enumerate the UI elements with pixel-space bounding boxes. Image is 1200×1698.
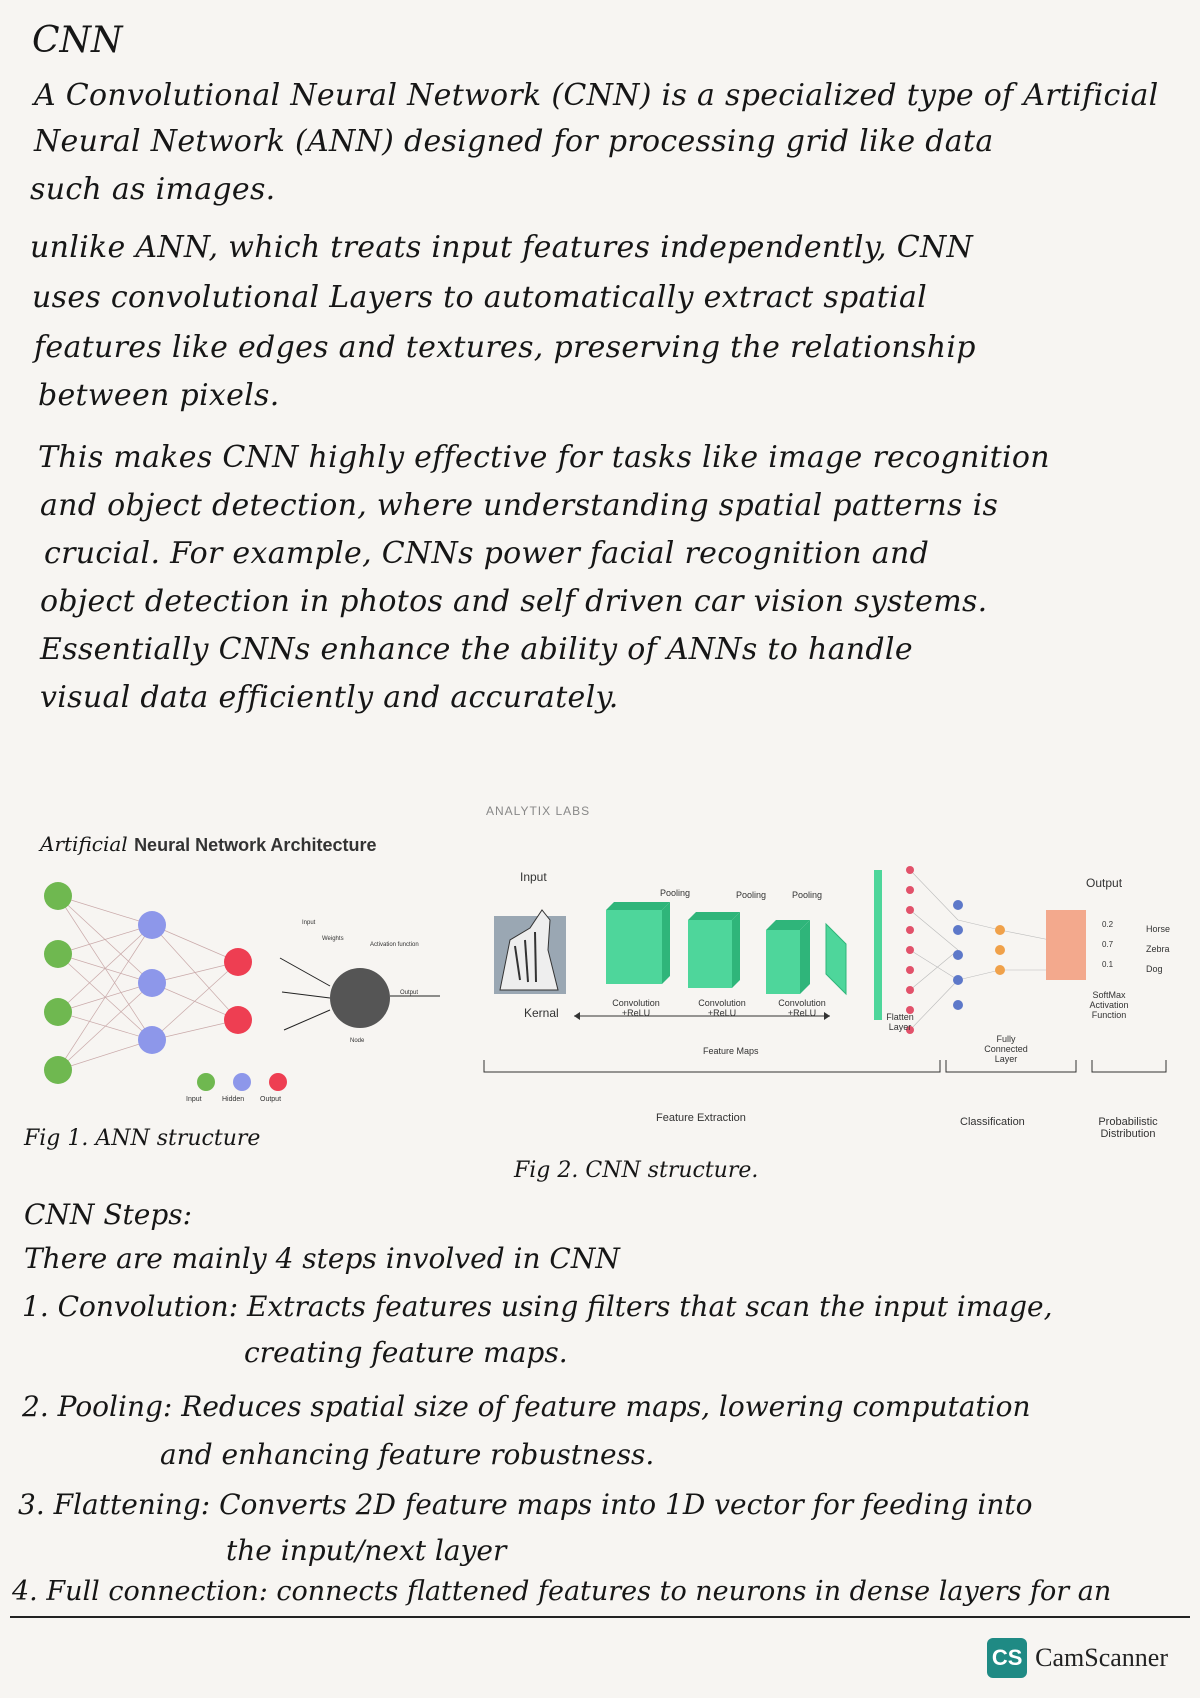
ann-legend-output: Output bbox=[260, 1096, 282, 1103]
intro-line: object detection in photos and self driven car vision systems. bbox=[40, 584, 988, 619]
cnn-block-top bbox=[606, 902, 670, 910]
cnn-pooling-label: Pooling bbox=[660, 888, 691, 898]
cnn-conv-block bbox=[766, 930, 800, 994]
step-item bbox=[22, 1390, 1031, 1423]
cnn-output-value: 0.1 bbox=[1102, 960, 1114, 969]
cnn-pool-block bbox=[826, 924, 846, 994]
ann-hidden-neuron bbox=[138, 1026, 166, 1054]
cnn-block-side bbox=[662, 902, 670, 984]
step-term: 1. Convolution: bbox=[22, 1290, 239, 1323]
camscanner-name: CamScanner bbox=[1035, 1643, 1168, 1672]
ann-legend-hidden-dot bbox=[233, 1073, 251, 1091]
ann-legend-input-dot bbox=[197, 1073, 215, 1091]
cnn-class-label: Dog bbox=[1146, 964, 1163, 974]
ann-legend-hidden: Hidden bbox=[222, 1096, 245, 1103]
cnn-flatten-label: Flatten Layer bbox=[886, 1012, 914, 1032]
cnn-kernel-label: Kernal bbox=[524, 1006, 559, 1020]
step-item bbox=[12, 1576, 1111, 1607]
intro-line: between pixels. bbox=[38, 378, 280, 413]
intro-line: and object detection, where understanding spatial patterns is bbox=[40, 488, 999, 523]
step-text: Converts 2D feature maps into 1D vector for feeding into bbox=[219, 1488, 1033, 1521]
ann-diagram bbox=[30, 870, 450, 1110]
cnn-output-box bbox=[1046, 910, 1086, 980]
cnn-flatten-layer bbox=[874, 870, 882, 1020]
ann-node-label-weights: Weights bbox=[322, 936, 344, 942]
steps-intro: There are mainly 4 steps involved in CNN bbox=[24, 1242, 620, 1275]
cnn-pooling-label: Pooling bbox=[736, 890, 767, 900]
cnn-input-label: Input bbox=[520, 870, 547, 884]
step-item bbox=[22, 1290, 1053, 1323]
step-item bbox=[18, 1488, 1033, 1521]
ann-input-neuron bbox=[44, 998, 72, 1026]
ann-node-label-activation: Activation function bbox=[370, 942, 419, 948]
cnn-conv-label: Convolution +ReLU bbox=[612, 998, 660, 1018]
probability-bracket bbox=[1092, 1060, 1166, 1072]
cnn-stage-label: Feature Extraction bbox=[656, 1112, 746, 1124]
ann-hidden-neuron bbox=[138, 911, 166, 939]
cnn-fc-red-neurons bbox=[906, 866, 914, 1034]
step-continuation: creating feature maps. bbox=[244, 1336, 568, 1369]
ann-input-neuron bbox=[44, 882, 72, 910]
ann-node-label-output: Output bbox=[400, 990, 419, 996]
ann-node-label-input: Input bbox=[302, 920, 316, 926]
intro-line: This makes CNN highly effective for tasks like image recognition bbox=[38, 440, 1050, 475]
cnn-output-value: 0.2 bbox=[1102, 920, 1114, 929]
cnn-figure-caption: Fig 2. CNN structure. bbox=[514, 1158, 759, 1183]
ann-node-label-node: Node bbox=[350, 1038, 365, 1044]
step-term: 2. Pooling: bbox=[22, 1390, 173, 1423]
cnn-diagram bbox=[470, 850, 1180, 1120]
page-title: CNN bbox=[32, 20, 123, 61]
cnn-output-label: Output bbox=[1086, 876, 1123, 890]
cnn-fc-orange-neurons bbox=[995, 925, 1005, 975]
cnn-stage-label: Probabilistic Distribution bbox=[1098, 1116, 1158, 1140]
ann-node-circle bbox=[330, 968, 390, 1028]
ann-output-neuron bbox=[224, 948, 252, 976]
feature-extraction-bracket bbox=[484, 1060, 940, 1072]
ann-legend-output-dot bbox=[269, 1073, 287, 1091]
cnn-block-side bbox=[800, 920, 810, 994]
intro-line: Essentially CNNs enhance the ability of ANNs to handle bbox=[40, 632, 913, 667]
ann-legend-input: Input bbox=[186, 1096, 202, 1103]
ann-input-neuron bbox=[44, 1056, 72, 1084]
ann-figure-heading bbox=[40, 832, 376, 856]
intro-line: A Convolutional Neural Network (CNN) is a specialized type of Artificial bbox=[34, 78, 1159, 113]
step-text: Reduces spatial size of feature maps, lowering computation bbox=[181, 1390, 1031, 1423]
step-term: 4. Full connection: bbox=[12, 1576, 268, 1607]
cnn-conv-block bbox=[606, 910, 662, 984]
cnn-watermark: ANALYTIX LABS bbox=[486, 804, 591, 818]
intro-line: crucial. For example, CNNs power facial recognition and bbox=[44, 536, 930, 571]
cnn-pooling-label: Pooling bbox=[792, 890, 823, 900]
step-continuation: and enhancing feature robustness. bbox=[160, 1438, 655, 1471]
camscanner-stamp bbox=[987, 1638, 1168, 1678]
step-continuation: the input/next layer bbox=[226, 1534, 507, 1567]
cnn-block-top bbox=[688, 912, 740, 920]
cnn-output-value: 0.7 bbox=[1102, 940, 1114, 949]
cnn-class-label: Horse bbox=[1146, 924, 1171, 934]
cnn-feature-maps-label: Feature Maps bbox=[700, 1046, 762, 1056]
cnn-fc-connections bbox=[910, 870, 1060, 1030]
camscanner-logo-icon: CS bbox=[987, 1638, 1027, 1678]
ann-heading-hand: Artificial bbox=[40, 832, 128, 856]
step-term: 3. Flattening: bbox=[18, 1488, 211, 1521]
intro-line: uses convolutional Layers to automatically extract spatial bbox=[32, 280, 928, 315]
ann-hidden-neuron bbox=[138, 969, 166, 997]
intro-line: unlike ANN, which treats input features independently, CNN bbox=[30, 230, 974, 265]
cnn-class-label: Zebra bbox=[1146, 944, 1170, 954]
step-text: connects flattened features to neurons in dense layers for an bbox=[276, 1576, 1112, 1607]
cnn-stage-label: Classification bbox=[960, 1116, 1025, 1128]
page-bottom-rule bbox=[10, 1616, 1190, 1618]
cnn-conv-label: Convolution +ReLU bbox=[698, 998, 746, 1018]
step-text: Extracts features using filters that scan the input image, bbox=[247, 1290, 1053, 1323]
cnn-block-side bbox=[732, 912, 740, 988]
steps-heading: CNN Steps: bbox=[24, 1198, 193, 1231]
ann-output-neuron bbox=[224, 1006, 252, 1034]
cnn-conv-label: Convolution +ReLU bbox=[778, 998, 826, 1018]
ann-input-neuron bbox=[44, 940, 72, 968]
ann-heading-print: Neural Network Architecture bbox=[134, 835, 377, 855]
intro-line: such as images. bbox=[30, 172, 276, 207]
intro-line: features like edges and textures, preserving the relationship bbox=[34, 330, 976, 365]
intro-line: visual data efficiently and accurately. bbox=[40, 680, 619, 715]
cnn-softmax-label: SoftMax Activation Function bbox=[1089, 990, 1129, 1020]
ann-figure-caption: Fig 1. ANN structure bbox=[24, 1126, 261, 1151]
intro-line: Neural Network (ANN) designed for processing grid like data bbox=[34, 124, 994, 159]
cnn-conv-block bbox=[688, 920, 732, 988]
cnn-fc-label: Fully Connected Layer bbox=[984, 1034, 1028, 1064]
